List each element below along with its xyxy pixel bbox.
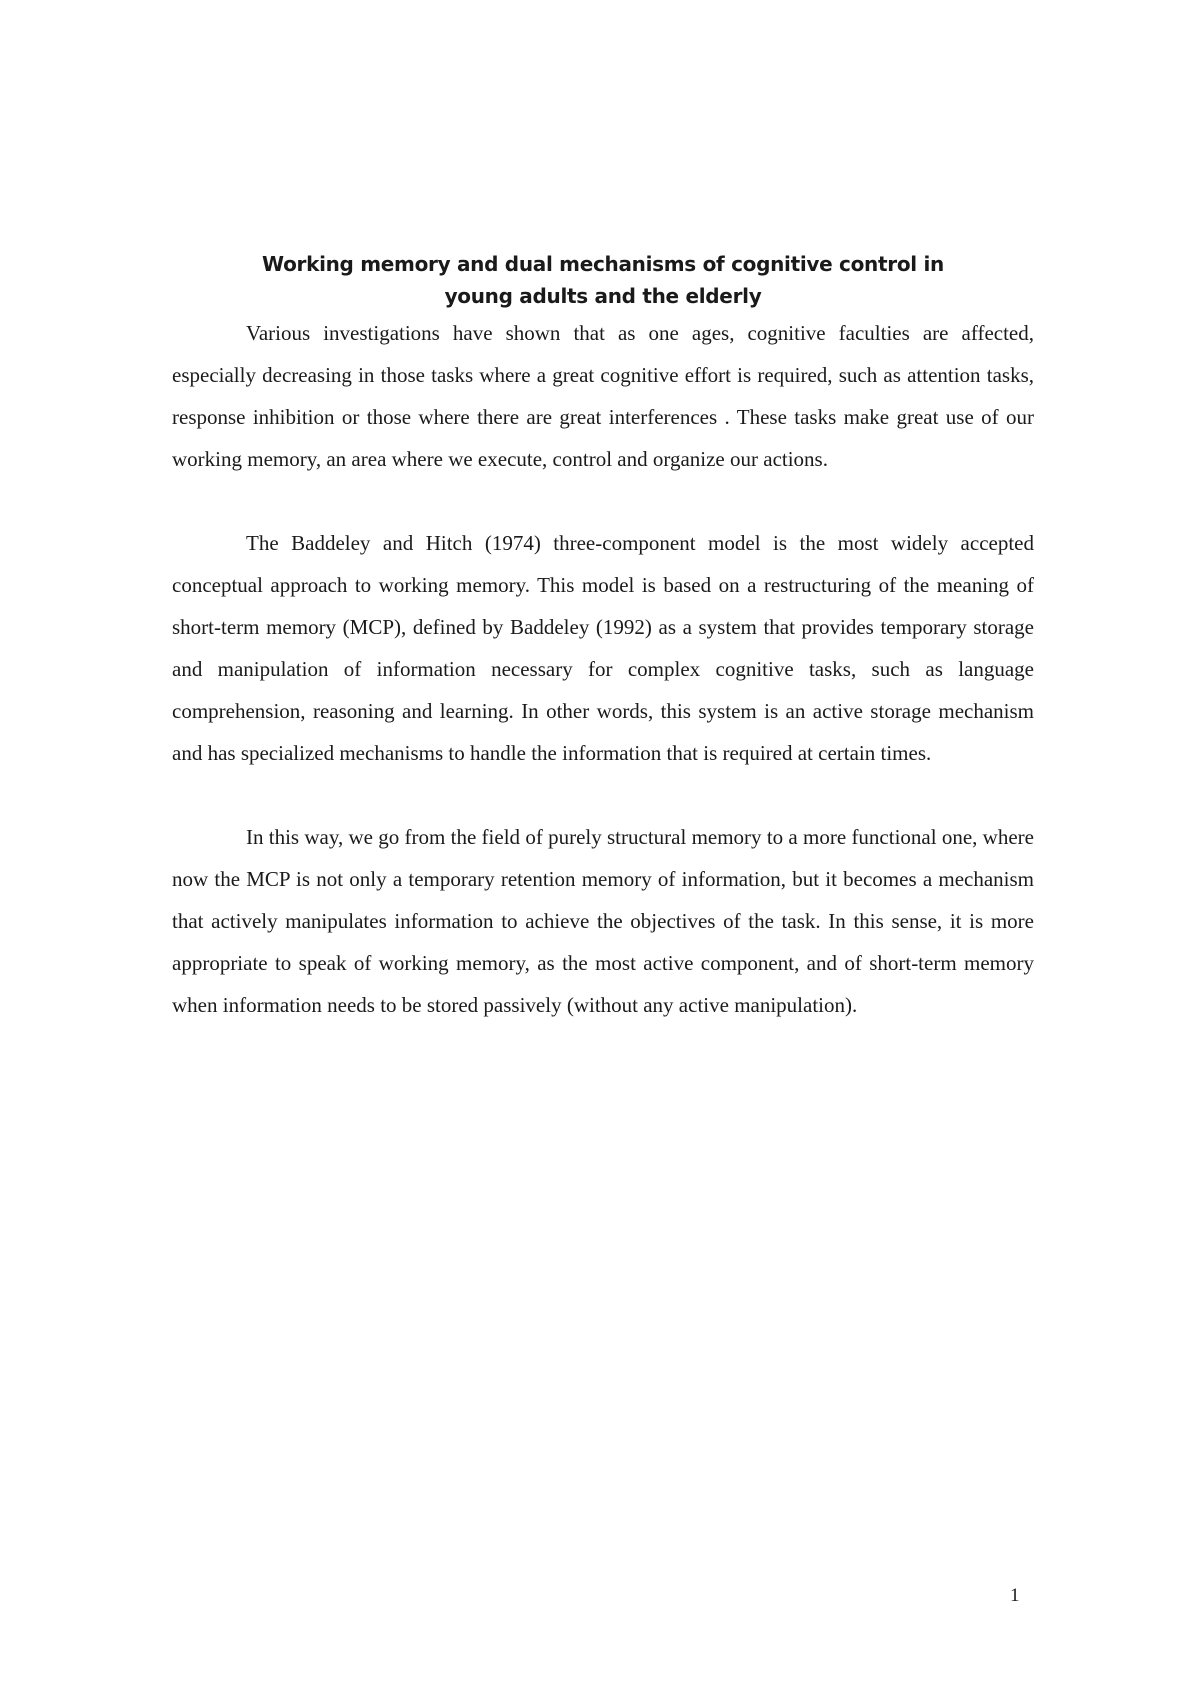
document-title [172, 248, 1034, 312]
paragraph-1: Various investigations have shown that as one ages, cognitive faculties are affected, especially decreasing in those tasks where a great cognitive effort is required, such as attention tasks, response inhibition or those where there are great interferences . These tasks make great use of our working memory, an area where we execute, control and organize our actions. [172, 321, 1034, 471]
title-line-1: Working memory and dual mechanisms of cognitive control in [262, 252, 944, 276]
paragraph-2: The Baddeley and Hitch (1974) three-component model is the most widely accepted conceptual approach to working memory. This model is based on a restructuring of the meaning of short-term memory (MCP), defined by Baddeley (1992) as a system that provides temporary storage and manipulation of information necessary for complex cognitive tasks, such as language comprehension, reasoning and learning. In other words, this system is an active storage mechanism and has specialized mechanisms to handle the information that is required at certain times. [172, 531, 1034, 765]
title-line-2: young adults and the elderly [444, 284, 762, 308]
page-content [172, 248, 1034, 1026]
paragraph-3: In this way, we go from the field of purely structural memory to a more functional one, where now the MCP is not only a temporary retention memory of information, but it becomes a mechanism that actively manipulates information to achieve the objectives of the task. In this sense, it is more appropriate to speak of working memory, as the most active component, and of short-term memory when information needs to be stored passively (without any active manipulation). [172, 825, 1034, 1017]
page-number: 1 [1010, 1585, 1020, 1606]
